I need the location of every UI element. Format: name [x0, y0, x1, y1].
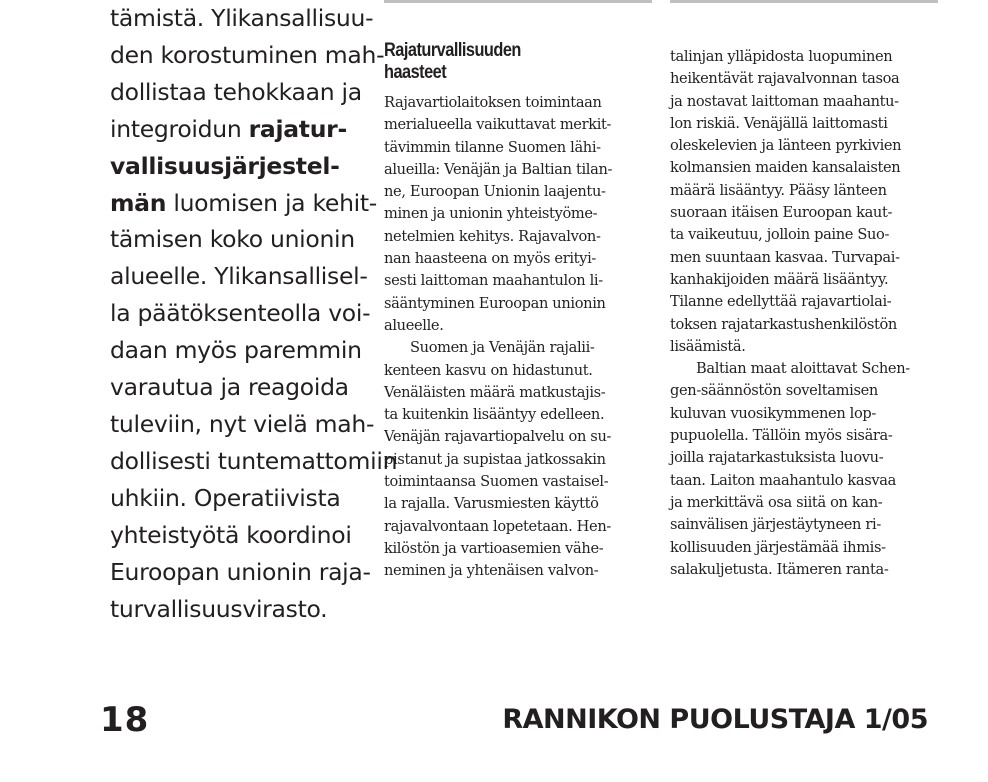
- page-number: 18: [100, 700, 150, 740]
- text-run: den korostuminen mah-: [110, 40, 385, 69]
- left-text-line: [110, 369, 372, 406]
- middle-column: [384, 40, 654, 583]
- body-text-line: taan. Laiton maahantulo kasvaa: [670, 471, 896, 489]
- body-text-line: heikentävät rajavalvonnan tasoa: [670, 70, 900, 88]
- left-text-line: [110, 295, 372, 332]
- left-text-line: [110, 591, 372, 628]
- body-text-line: Venäjän rajavartiopalvelu on su-: [384, 428, 612, 446]
- text-run: dollisesti tuntemattomiin: [110, 446, 398, 475]
- body-text-line: toimintaansa Suomen vastaisel-: [384, 473, 609, 491]
- body-text-line: pupuolella. Tällöin myös sisära-: [670, 427, 893, 445]
- body-text-line: alueilla: Venäjän ja Baltian tilan-: [384, 160, 613, 178]
- text-run: dollistaa tehokkaan ja: [110, 77, 362, 106]
- text-run: alueelle. Ylikansallisel-: [110, 262, 368, 291]
- body-text-line: salakuljetusta. Itämeren ranta-: [670, 560, 889, 578]
- publication-title: RANNIKON PUOLUSTAJA 1/05: [502, 704, 928, 735]
- body-text-line: ta kuitenkin lisääntyy edelleen.: [384, 406, 605, 424]
- text-run: varautua ja reagoida: [110, 373, 349, 402]
- left-column-text: [110, 0, 398, 627]
- left-text-line: [110, 185, 377, 222]
- text-run: daan myös paremmin: [110, 336, 362, 365]
- section-heading: [384, 40, 616, 84]
- left-text-line: [110, 221, 372, 258]
- body-text-line: netelmien kehitys. Rajavalvon-: [384, 227, 601, 245]
- body-text-line: ja nostavat laittoman maahantu-: [670, 92, 899, 110]
- text-run: la päätöksenteolla voi-: [110, 299, 371, 328]
- body-text-line: tävimmin tilanne Suomen lähi-: [384, 138, 601, 156]
- body-text-line: pistanut ja supistaa jatkossakin: [384, 450, 606, 468]
- text-run: yhteistyötä koordinoi: [110, 520, 352, 549]
- body-text-line: kuluvan vuosikymmenen lop-: [670, 404, 876, 422]
- left-text-line: [110, 443, 398, 480]
- left-text-line: [110, 517, 372, 554]
- body-text-line: kanhakijoiden määrä lisääntyy.: [670, 270, 889, 288]
- right-column: [670, 46, 938, 581]
- left-text-line: [110, 258, 372, 295]
- body-text-line: kollisuuden järjestämää ihmis-: [670, 538, 886, 556]
- text-run: tämistä. Ylikansallisuu-: [110, 4, 374, 32]
- body-text-line: talinjan ylläpidosta luopuminen: [670, 48, 893, 65]
- body-text-line: kolmansien maiden kansalaisten: [670, 159, 901, 177]
- body-text-line: sesti laittoman maahantulon li-: [384, 272, 603, 290]
- emphasis-text: vallisuusjärjestel-: [110, 151, 340, 180]
- body-text-line: sainvälisen järjestäytyneen ri-: [670, 516, 881, 534]
- text-run: turvallisuusvirasto.: [110, 594, 328, 623]
- body-text-line: la rajalla. Varusmiesten käyttö: [384, 495, 599, 513]
- body-text-line: neminen ja yhtenäisen valvon-: [384, 562, 599, 580]
- left-text-line: [110, 111, 372, 148]
- body-text-line: nan haasteena on myös erityi-: [384, 250, 596, 268]
- body-text-line: minen ja unionin yhteistyöme-: [384, 205, 598, 223]
- emphasis-text: män: [110, 188, 167, 217]
- emphasis-text: rajatur-: [248, 114, 347, 143]
- body-text-line: joilla rajatarkastuksista luovu-: [670, 449, 884, 467]
- body-text-line: men suuntaan kasvaa. Turvapai-: [670, 248, 900, 266]
- heading-line: haasteet: [384, 62, 447, 83]
- body-text-line: lisäämistä.: [670, 337, 746, 355]
- left-text-line: [110, 148, 372, 185]
- top-rule-middle: [384, 0, 652, 3]
- body-text-line: oleskelevien ja länteen pyrkivien: [670, 137, 902, 155]
- text-run: luomisen ja kehit-: [166, 188, 377, 217]
- left-text-line: [110, 480, 372, 517]
- middle-column-text: [384, 92, 654, 583]
- body-text-line: Suomen ja Venäjän rajalii-: [410, 339, 595, 357]
- body-text-line: Rajavartiolaitoksen toimintaan: [384, 94, 602, 111]
- body-text-line: toksen rajatarkastushenkilöstön: [670, 315, 897, 333]
- body-text-line: määrä lisääntyy. Pääsy länteen: [670, 181, 887, 199]
- body-text-line: ja merkittävä osa siitä on kan-: [670, 493, 883, 511]
- body-text-line: ne, Euroopan Unionin laajentu-: [384, 183, 606, 201]
- body-text-line: alueelle.: [384, 316, 444, 334]
- body-text-line: kenteen kasvu on hidastunut.: [384, 361, 593, 379]
- left-text-line: [110, 332, 372, 369]
- left-text-line: [110, 37, 385, 74]
- right-column-text: [670, 46, 938, 581]
- body-text-line: Tilanne edellyttää rajavartiolai-: [670, 293, 892, 311]
- body-text-line: kilöstön ja vartioasemien vähe-: [384, 539, 604, 557]
- left-text-line: [110, 74, 372, 111]
- body-text-line: Baltian maat aloittavat Schen-: [696, 360, 910, 378]
- top-rule-right: [670, 0, 938, 3]
- left-text-line: [110, 0, 372, 37]
- left-text-line: [110, 554, 372, 591]
- text-run: integroidun: [110, 114, 249, 143]
- text-run: uhkiin. Operatiivista: [110, 483, 341, 512]
- body-text-line: ta vaikeutuu, jolloin paine Suo-: [670, 226, 890, 244]
- body-text-line: lon riskiä. Venäjällä laittomasti: [670, 114, 888, 132]
- body-text-line: suoraan itäisen Euroopan kaut-: [670, 204, 893, 222]
- left-text-line: [110, 406, 375, 443]
- body-text-line: rajavalvontaan lopetetaan. Hen-: [384, 517, 611, 535]
- text-run: tuleviin, nyt vielä mah-: [110, 409, 375, 438]
- text-run: Euroopan unionin raja-: [110, 557, 371, 586]
- body-text-line: merialueella vaikuttavat merkit-: [384, 116, 612, 134]
- heading-line: Rajaturvallisuuden: [384, 40, 521, 61]
- text-run: tämisen koko unionin: [110, 225, 355, 254]
- body-text-line: Venäläisten määrä matkustajis-: [384, 383, 606, 401]
- body-text-line: gen-säännöstön soveltamisen: [670, 382, 878, 400]
- body-text-line: sääntyminen Euroopan unionin: [384, 294, 606, 312]
